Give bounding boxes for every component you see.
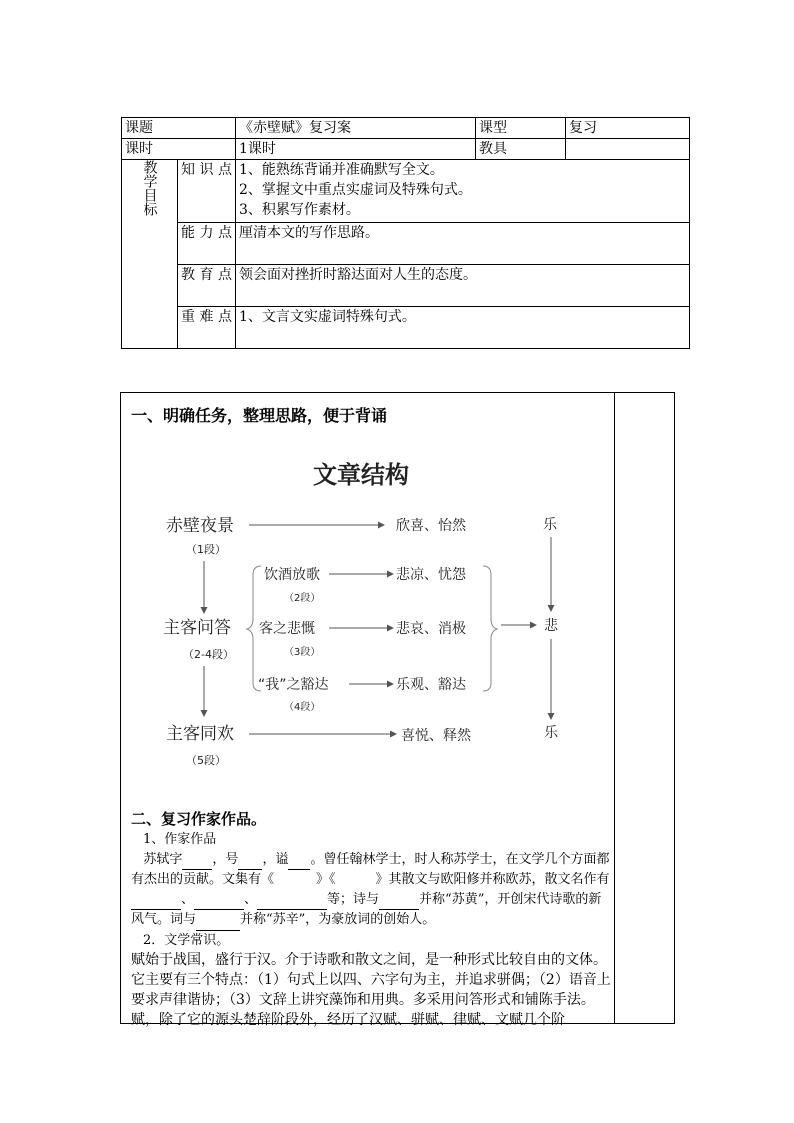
section1-heading: 一、明确任务，整理思路，便于背诵 [131,406,388,425]
node-joy: 主客同欢 [166,724,234,744]
section2-body [131,830,611,1030]
text-run: 、 [181,891,195,907]
fill-blank[interactable] [131,890,181,911]
text-run: 》《 [316,872,336,887]
goal-content [236,160,690,223]
text-run: ，谥 [262,851,289,867]
text-run: 、 [244,891,258,907]
goal-content [236,223,690,265]
diagram-title: 文章结构 [313,461,409,489]
topic-value: 《赤壁赋》复习案 [236,118,476,139]
fill-blank[interactable] [194,890,244,911]
node-qa: 主客问答 [163,618,231,638]
aids-value [566,139,690,160]
topic-row [122,118,690,139]
result-1: 乐 [543,517,557,533]
node-drink: 饮酒放歌 [264,567,320,583]
margin-column-divider [614,393,615,1023]
structure-diagram [121,433,601,828]
hours-row [122,139,690,160]
goal-label: 教 育 点 [178,265,236,307]
right-brace [483,566,497,691]
goal-line: 3、积累写作素材。 [239,202,360,218]
goals-label-cell [122,160,178,349]
goal-line: 领会面对挫折时豁达面对人生的态度。 [239,267,477,283]
result-2: 悲 [544,618,558,634]
goal-label: 能 力 点 [178,223,236,265]
goal-label: 重 难 点 [178,307,236,349]
hours-value: 1课时 [236,139,476,160]
node-scene-para: （1段） [186,543,226,556]
topic-label: 课题 [122,118,236,139]
emotion-2: 悲凉、忧怨 [396,567,466,583]
goal-row-knowledge [122,160,690,223]
review-content-box [120,392,675,1028]
author-paragraph [131,850,611,931]
goal-label: 知 识 点 [178,160,236,223]
node-qa-para: （2-4段） [183,648,234,661]
goal-line: 2、掌握文中重点实虚词及特殊句式。 [239,182,472,198]
fill-blank[interactable] [182,850,212,871]
goal-line: 厘清本文的写作思路。 [239,225,379,241]
node-me: “我”之豁达 [258,677,329,693]
literary-paragraph: 赋始于战国，盛行于汉。介于诗歌和散文之间，是一种形式比较自由的文体。它主要有三个特点：（1）句式上以四、六字句为主，并追求骈偶；（2）语音上要求声律谐协；（3）文辞上讲究藻饰和用典。多采用问答形式和铺陈手法。赋，除了它的源头楚辞阶段外，经历了汉赋、骈赋、律赋、文赋几个阶 [131,952,611,1028]
sub-heading-works: 1、作家作品 [143,832,217,847]
node-drink-para: （2段） [284,593,321,604]
text-run: 并称“苏黄”，开创宋代诗歌的新风气。词与 [131,891,602,927]
goal-row-education [122,265,690,307]
fill-blank[interactable] [274,870,316,890]
goal-row-ability [122,223,690,265]
node-guest: 客之悲慨 [259,621,315,637]
node-me-para: （4段） [284,702,321,713]
fill-blank[interactable] [379,890,419,911]
goal-content [236,265,690,307]
node-guest-para: （3段） [284,647,321,658]
hours-label: 课时 [122,139,236,160]
node-joy-para: （5段） [186,754,226,767]
type-value: 复习 [566,118,690,139]
emotion-1: 欣喜、怡然 [396,518,466,534]
goal-content [236,307,690,349]
text-run: ，号 [212,851,239,867]
text-run: 苏轼字 [143,851,183,867]
text-run: 等；诗与 [327,891,380,907]
goals-label: 教学目标 [141,160,158,216]
fill-blank[interactable] [196,910,240,931]
text-run: 。曾任翰林学士，时人称苏学士，在文学几个方面都有杰出的贡献。文集有《 [131,851,610,887]
goal-line: 1、文言文实虚词特殊句式。 [239,309,416,325]
text-run: 并称“苏辛”，为豪放词的创始人。 [240,912,436,927]
emotion-5: 喜悦、释然 [401,728,471,744]
fill-blank[interactable] [336,870,376,890]
node-scene: 赤壁夜景 [166,516,234,536]
goal-line: 1、能熟练背诵并准确默写全文。 [239,162,444,178]
fill-blank[interactable] [238,850,262,871]
aids-label: 教具 [476,139,566,160]
text-run: 》其散文与欧阳修并称欧苏，散文名作有 [375,872,610,887]
type-label: 课型 [476,118,566,139]
fill-blank[interactable] [257,890,327,911]
fill-blank[interactable] [288,850,310,871]
lesson-info-table [121,117,690,349]
goal-row-difficulty [122,307,690,349]
result-3: 乐 [544,725,558,741]
emotion-4: 乐观、豁达 [396,677,466,693]
sub-heading-literary: 2．文学常识。 [143,932,230,948]
section2-heading: 二、复习作家作品。 [131,810,267,828]
emotion-3: 悲哀、消极 [396,621,466,637]
